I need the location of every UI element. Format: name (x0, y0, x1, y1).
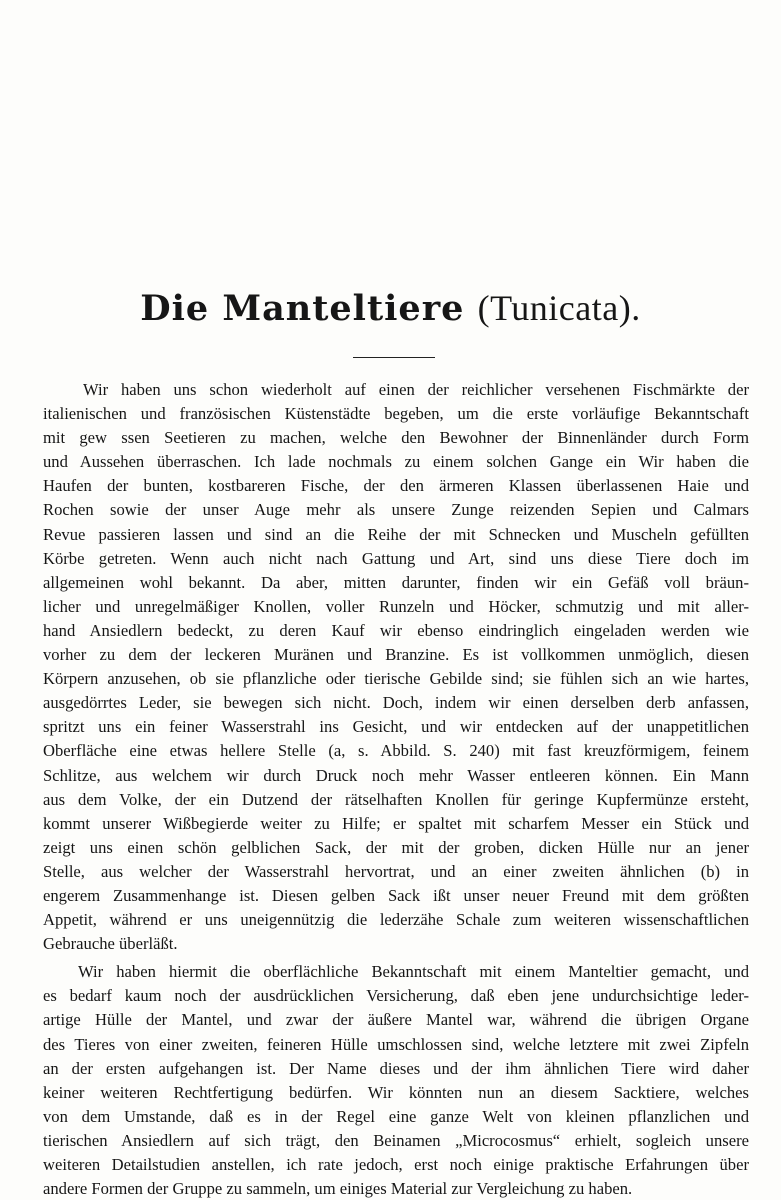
text-line: hand Ansiedlern bedeckt, zu deren Kauf wir ebenso eindringlich eingeladen werden wie (43, 620, 749, 640)
text-line: tierischen Ansiedlern auf sich trägt, den Beinamen „Microcosmus“ erhielt, sogleich unsere (43, 1130, 749, 1150)
text-line: es bedarf kaum noch der ausdrücklichen Versicherung, daß eben jene undurchsichtige leder- (43, 986, 749, 1006)
text-line: spritzt uns ein feiner Wasserstrahl ins Gesicht, und wir entdecken auf der unappetitlichen (43, 717, 749, 737)
chapter-title (0, 286, 781, 331)
text-line: licher und unregelmäßiger Knollen, voller Runzeln und Höcker, schmutzig und mit aller- (43, 596, 749, 616)
text-line: keiner weiteren Rechtfertigung bedürfen. Wir könnten nun an diesem Sacktiere, welches (43, 1082, 749, 1102)
text-line: Oberfläche eine etwas hellere Stelle (a, s. Abbild. S. 240) mit fast kreuzförmigem, feinem (43, 741, 749, 761)
text-line: engerem Zusammenhange ist. Diesen gelben Sack ißt unser neuer Freund mit dem größten (43, 885, 749, 905)
text-line: Haufen der bunten, kostbareren Fische, der den ärmeren Klassen überlassenen Haie und (43, 476, 749, 496)
text-line: Wir haben uns schon wiederholt auf einen der reichlicher versehenen Fischmärkte der (83, 380, 749, 399)
title-divider (353, 357, 435, 358)
text-line: weiteren Detailstudien anstellen, ich rate jedoch, erst noch einige praktische Erfahrungen über (43, 1155, 749, 1174)
chapter-title-main: Die Manteltiere (140, 288, 465, 329)
text-line: Schlitze, aus welchem wir durch Druck noch mehr Wasser entleeren können. Ein Mann (43, 765, 749, 785)
paragraph-2 (43, 960, 749, 1201)
text-line: zeigt uns einen schön gelblichen Sack, der mit der groben, dicken Hülle nur an jener (43, 837, 749, 857)
body-text (43, 378, 749, 1201)
text-line: an der ersten aufgehangen ist. Der Name dieses und der ihm ähnlichen Tiere wird daher (43, 1058, 749, 1078)
text-line: von dem Umstande, daß es in der Regel eine ganze Welt von kleinen pflanzlichen und (43, 1106, 749, 1126)
paragraph-1 (43, 378, 749, 956)
text-line: italienischen und französischen Küstenstädte begeben, um die erste vorläufige Bekanntschaft (43, 404, 749, 424)
text-line: und Aussehen überraschen. Ich lade nochmals zu einem solchen Gange ein Wir haben die (43, 452, 749, 472)
text-line: des Tieres von einer zweiten, feineren Hülle umschlossen sind, welche letztere mit zwei Zipfeln (43, 1034, 749, 1054)
text-line: Wir haben hiermit die oberflächliche Bekanntschaft mit einem Manteltier gemacht, und (78, 962, 749, 982)
chapter-title-latin: (Tunicata). (477, 288, 641, 328)
text-line: Gebrauche überläßt. (43, 934, 178, 954)
text-line: kommt unserer Wißbegierde weiter zu Hilfe; er spaltet mit scharfem Messer ein Stück und (43, 813, 749, 833)
text-line: Appetit, während er uns uneigennützig die lederzähe Schale zum weiteren wissenschaftlichen (43, 910, 749, 930)
text-line: Körpern anzusehen, ob sie pflanzliche oder tierische Gebilde sind; sie fühlen sich an wie hartes, (43, 669, 749, 689)
text-line: andere Formen der Gruppe zu sammeln, um einiges Material zur Vergleichung zu haben. (43, 1179, 633, 1199)
text-line: vorher zu dem der leckeren Muränen und Branzine. Es ist vollkommen unmöglich, diesen (43, 645, 749, 665)
text-line: Revue passieren lassen und sind an die Reihe der mit Schnecken und Muscheln gefüllten (43, 524, 749, 544)
text-line: Rochen sowie der unser Auge mehr als unsere Zunge reizenden Sepien und Calmars (43, 500, 749, 520)
text-line: aus dem Volke, der ein Dutzend der rätselhaften Knollen für geringe Kupfermünze ersteht, (43, 789, 749, 809)
text-line: Körbe getreten. Wenn auch nicht nach Gattung und Art, sind uns diese Tiere doch im (43, 548, 749, 568)
text-line: ausgedörrtes Leder, sie bewegen sich nicht. Doch, indem wir einen derselben derb anfassen, (43, 693, 749, 713)
text-line: allgemeinen wohl bekannt. Da aber, mitten darunter, finden wir ein Gefäß voll bräun- (43, 572, 749, 592)
text-line: artige Hülle der Mantel, und zwar der äußere Mantel war, während die übrigen Organe (43, 1010, 749, 1030)
text-line: mit gew ssen Seetieren zu machen, welche den Bewohner der Binnenländer durch Form (43, 428, 749, 448)
text-line: Stelle, aus welcher der Wasserstrahl hervortrat, und an einer zweiten ähnlichen (b) in (43, 861, 749, 881)
